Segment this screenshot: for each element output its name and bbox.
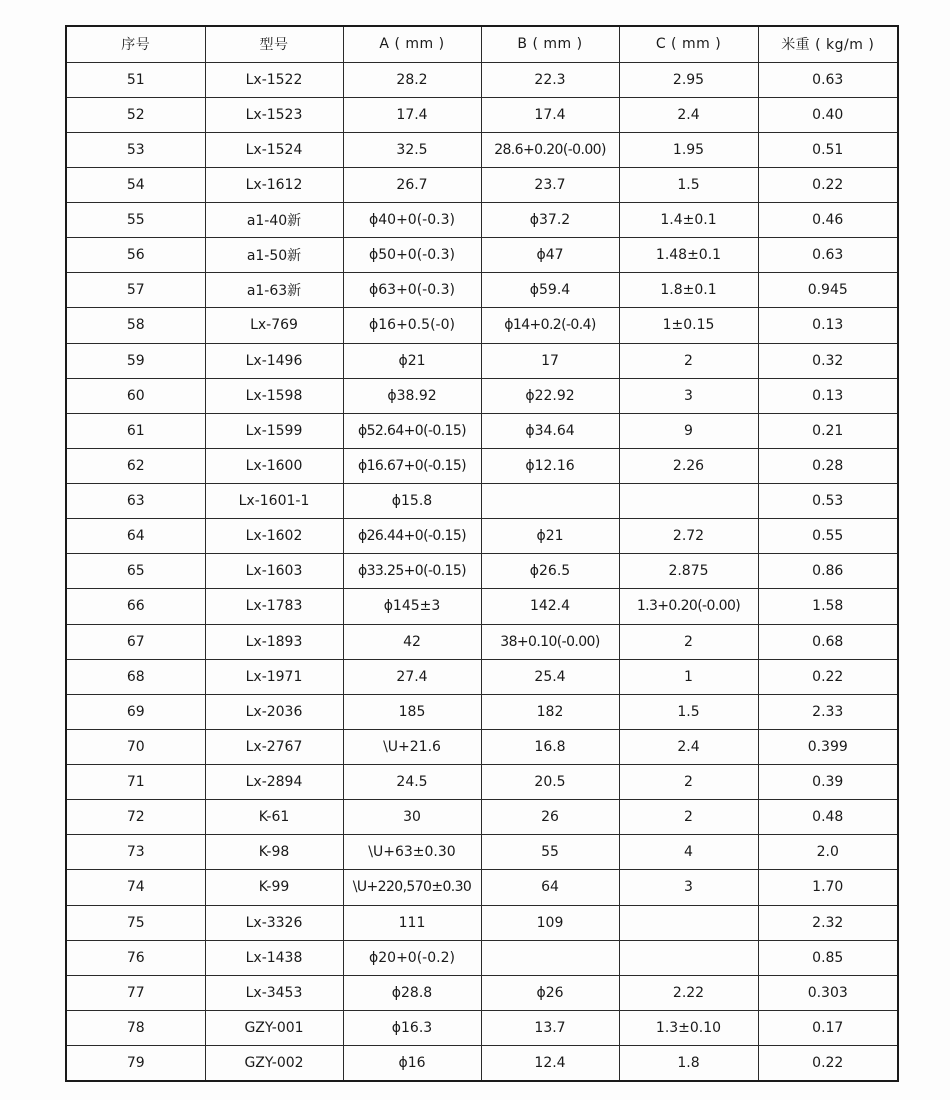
cell-c: 1±0.15 <box>619 308 758 343</box>
cell-b: 28.6+0.20(-0.00) <box>481 132 619 167</box>
cell-weight: 0.68 <box>758 624 898 659</box>
cell-weight: 0.39 <box>758 765 898 800</box>
cell-a: ϕ16 <box>343 1046 481 1081</box>
cell-no: 59 <box>66 343 205 378</box>
cell-c: 1.48±0.1 <box>619 238 758 273</box>
cell-c: 2.72 <box>619 519 758 554</box>
cell-a: ϕ145±3 <box>343 589 481 624</box>
cell-b: ϕ26 <box>481 975 619 1010</box>
cell-model: Lx-2767 <box>205 729 343 764</box>
cell-weight: 0.63 <box>758 238 898 273</box>
cell-b: 13.7 <box>481 1010 619 1045</box>
table-header-row <box>66 26 898 62</box>
cell-c: 2 <box>619 343 758 378</box>
table-row <box>66 448 898 483</box>
cell-no: 70 <box>66 729 205 764</box>
cell-a: \U+220,570±0.30 <box>343 870 481 905</box>
cell-c: 1.3±0.10 <box>619 1010 758 1045</box>
cell-weight: 0.51 <box>758 132 898 167</box>
cell-b <box>481 940 619 975</box>
cell-model: Lx-2894 <box>205 765 343 800</box>
cell-a: 42 <box>343 624 481 659</box>
table-row <box>66 413 898 448</box>
cell-weight: 0.21 <box>758 413 898 448</box>
cell-b: 17 <box>481 343 619 378</box>
header-no: 序号 <box>66 26 205 62</box>
cell-b: 109 <box>481 905 619 940</box>
cell-c: 1.3+0.20(-0.00) <box>619 589 758 624</box>
cell-c: 9 <box>619 413 758 448</box>
cell-no: 52 <box>66 97 205 132</box>
cell-c: 1.5 <box>619 167 758 202</box>
cell-b: 55 <box>481 835 619 870</box>
cell-model: Lx-1524 <box>205 132 343 167</box>
cell-no: 56 <box>66 238 205 273</box>
table-row <box>66 273 898 308</box>
table-row <box>66 97 898 132</box>
cell-weight: 0.22 <box>758 659 898 694</box>
cell-b: ϕ47 <box>481 238 619 273</box>
cell-model: Lx-1601-1 <box>205 484 343 519</box>
cell-a: 17.4 <box>343 97 481 132</box>
cell-c: 1.8±0.1 <box>619 273 758 308</box>
cell-weight: 0.28 <box>758 448 898 483</box>
table-row <box>66 308 898 343</box>
cell-b: 25.4 <box>481 659 619 694</box>
cell-b: 64 <box>481 870 619 905</box>
header-model: 型号 <box>205 26 343 62</box>
cell-model: Lx-1602 <box>205 519 343 554</box>
cell-no: 79 <box>66 1046 205 1081</box>
table-body <box>66 62 898 1081</box>
cell-no: 73 <box>66 835 205 870</box>
cell-b: ϕ59.4 <box>481 273 619 308</box>
table-row <box>66 484 898 519</box>
cell-b: ϕ14+0.2(-0.4) <box>481 308 619 343</box>
cell-no: 60 <box>66 378 205 413</box>
cell-c: 1.5 <box>619 694 758 729</box>
cell-a: 32.5 <box>343 132 481 167</box>
table-row <box>66 167 898 202</box>
cell-c: 2.875 <box>619 554 758 589</box>
cell-c: 2.95 <box>619 62 758 97</box>
cell-weight: 0.945 <box>758 273 898 308</box>
cell-model: Lx-1600 <box>205 448 343 483</box>
cell-a: ϕ20+0(-0.2) <box>343 940 481 975</box>
cell-weight: 0.13 <box>758 378 898 413</box>
cell-a: 111 <box>343 905 481 940</box>
table-row <box>66 343 898 378</box>
cell-c <box>619 905 758 940</box>
cell-a: ϕ38.92 <box>343 378 481 413</box>
cell-weight: 1.70 <box>758 870 898 905</box>
cell-model: Lx-3326 <box>205 905 343 940</box>
cell-model: Lx-3453 <box>205 975 343 1010</box>
cell-b: 182 <box>481 694 619 729</box>
cell-a: ϕ33.25+0(-0.15) <box>343 554 481 589</box>
cell-b: 142.4 <box>481 589 619 624</box>
cell-weight: 0.32 <box>758 343 898 378</box>
cell-c: 2 <box>619 624 758 659</box>
cell-weight: 0.399 <box>758 729 898 764</box>
cell-no: 74 <box>66 870 205 905</box>
cell-no: 77 <box>66 975 205 1010</box>
cell-a: ϕ16.3 <box>343 1010 481 1045</box>
cell-a: 185 <box>343 694 481 729</box>
cell-a: 30 <box>343 800 481 835</box>
cell-model: Lx-1522 <box>205 62 343 97</box>
cell-c: 2.4 <box>619 97 758 132</box>
cell-weight: 2.32 <box>758 905 898 940</box>
cell-model: Lx-1603 <box>205 554 343 589</box>
cell-weight: 0.55 <box>758 519 898 554</box>
table-row <box>66 132 898 167</box>
cell-a: ϕ50+0(-0.3) <box>343 238 481 273</box>
cell-no: 68 <box>66 659 205 694</box>
cell-c: 2.22 <box>619 975 758 1010</box>
cell-weight: 0.53 <box>758 484 898 519</box>
cell-model: Lx-1612 <box>205 167 343 202</box>
table-row <box>66 519 898 554</box>
cell-model: Lx-1438 <box>205 940 343 975</box>
header-b: B ( mm ) <box>481 26 619 62</box>
cell-b: ϕ21 <box>481 519 619 554</box>
header-c: C ( mm ) <box>619 26 758 62</box>
cell-c: 2.4 <box>619 729 758 764</box>
cell-a: ϕ40+0(-0.3) <box>343 203 481 238</box>
cell-weight: 0.63 <box>758 62 898 97</box>
cell-c: 1.8 <box>619 1046 758 1081</box>
cell-no: 72 <box>66 800 205 835</box>
cell-b: 22.3 <box>481 62 619 97</box>
cell-weight: 0.46 <box>758 203 898 238</box>
cell-c: 2 <box>619 800 758 835</box>
cell-no: 69 <box>66 694 205 729</box>
cell-a: 27.4 <box>343 659 481 694</box>
cell-a: ϕ16+0.5(-0) <box>343 308 481 343</box>
cell-no: 62 <box>66 448 205 483</box>
cell-b: 26 <box>481 800 619 835</box>
cell-no: 64 <box>66 519 205 554</box>
cell-a: 24.5 <box>343 765 481 800</box>
cell-c: 1 <box>619 659 758 694</box>
cell-b: ϕ26.5 <box>481 554 619 589</box>
cell-model: GZY-002 <box>205 1046 343 1081</box>
table-row <box>66 203 898 238</box>
cell-no: 66 <box>66 589 205 624</box>
cell-weight: 0.86 <box>758 554 898 589</box>
spec-table <box>65 25 899 1082</box>
table-row <box>66 378 898 413</box>
cell-b: 17.4 <box>481 97 619 132</box>
cell-a: ϕ15.8 <box>343 484 481 519</box>
cell-a: \U+21.6 <box>343 729 481 764</box>
cell-b: 38+0.10(-0.00) <box>481 624 619 659</box>
table-row <box>66 624 898 659</box>
table-row <box>66 975 898 1010</box>
cell-b: ϕ22.92 <box>481 378 619 413</box>
cell-b: ϕ34.64 <box>481 413 619 448</box>
cell-weight: 1.58 <box>758 589 898 624</box>
table-row <box>66 659 898 694</box>
table-row <box>66 62 898 97</box>
cell-weight: 0.17 <box>758 1010 898 1045</box>
cell-no: 76 <box>66 940 205 975</box>
cell-b: ϕ12.16 <box>481 448 619 483</box>
cell-weight: 2.33 <box>758 694 898 729</box>
cell-c: 2 <box>619 765 758 800</box>
table-row <box>66 940 898 975</box>
table-row <box>66 835 898 870</box>
cell-model: a1-40新 <box>205 203 343 238</box>
cell-a: \U+63±0.30 <box>343 835 481 870</box>
header-a: A ( mm ) <box>343 26 481 62</box>
cell-c: 1.4±0.1 <box>619 203 758 238</box>
cell-no: 75 <box>66 905 205 940</box>
cell-no: 54 <box>66 167 205 202</box>
cell-no: 67 <box>66 624 205 659</box>
cell-a: 28.2 <box>343 62 481 97</box>
cell-a: ϕ52.64+0(-0.15) <box>343 413 481 448</box>
cell-c <box>619 484 758 519</box>
cell-b <box>481 484 619 519</box>
cell-model: Lx-1598 <box>205 378 343 413</box>
cell-weight: 2.0 <box>758 835 898 870</box>
cell-no: 63 <box>66 484 205 519</box>
cell-no: 53 <box>66 132 205 167</box>
header-weight: 米重 ( kg/m ) <box>758 26 898 62</box>
cell-no: 61 <box>66 413 205 448</box>
cell-no: 65 <box>66 554 205 589</box>
cell-model: GZY-001 <box>205 1010 343 1045</box>
cell-model: Lx-769 <box>205 308 343 343</box>
cell-c: 3 <box>619 870 758 905</box>
cell-weight: 0.13 <box>758 308 898 343</box>
cell-model: Lx-2036 <box>205 694 343 729</box>
cell-c: 3 <box>619 378 758 413</box>
cell-model: Lx-1599 <box>205 413 343 448</box>
cell-a: ϕ28.8 <box>343 975 481 1010</box>
cell-model: Lx-1783 <box>205 589 343 624</box>
table-row <box>66 589 898 624</box>
cell-model: a1-50新 <box>205 238 343 273</box>
cell-model: K-98 <box>205 835 343 870</box>
cell-no: 58 <box>66 308 205 343</box>
cell-weight: 0.40 <box>758 97 898 132</box>
cell-model: Lx-1523 <box>205 97 343 132</box>
cell-b: 16.8 <box>481 729 619 764</box>
table-row <box>66 870 898 905</box>
cell-model: K-61 <box>205 800 343 835</box>
cell-weight: 0.48 <box>758 800 898 835</box>
table-row <box>66 694 898 729</box>
table-row <box>66 554 898 589</box>
cell-b: 12.4 <box>481 1046 619 1081</box>
table-row <box>66 1046 898 1081</box>
cell-no: 71 <box>66 765 205 800</box>
cell-c: 4 <box>619 835 758 870</box>
cell-c: 1.95 <box>619 132 758 167</box>
table-row <box>66 1010 898 1045</box>
cell-a: ϕ21 <box>343 343 481 378</box>
cell-c: 2.26 <box>619 448 758 483</box>
table-row <box>66 729 898 764</box>
table-row <box>66 765 898 800</box>
table-row <box>66 800 898 835</box>
cell-b: 20.5 <box>481 765 619 800</box>
cell-b: ϕ37.2 <box>481 203 619 238</box>
cell-no: 57 <box>66 273 205 308</box>
cell-a: ϕ63+0(-0.3) <box>343 273 481 308</box>
cell-weight: 0.303 <box>758 975 898 1010</box>
cell-a: ϕ26.44+0(-0.15) <box>343 519 481 554</box>
cell-model: K-99 <box>205 870 343 905</box>
cell-model: Lx-1971 <box>205 659 343 694</box>
cell-no: 55 <box>66 203 205 238</box>
cell-weight: 0.85 <box>758 940 898 975</box>
cell-c <box>619 940 758 975</box>
cell-no: 78 <box>66 1010 205 1045</box>
table-row <box>66 238 898 273</box>
cell-a: ϕ16.67+0(-0.15) <box>343 448 481 483</box>
table-row <box>66 905 898 940</box>
cell-a: 26.7 <box>343 167 481 202</box>
cell-model: a1-63新 <box>205 273 343 308</box>
cell-no: 51 <box>66 62 205 97</box>
cell-model: Lx-1893 <box>205 624 343 659</box>
cell-model: Lx-1496 <box>205 343 343 378</box>
cell-b: 23.7 <box>481 167 619 202</box>
cell-weight: 0.22 <box>758 1046 898 1081</box>
cell-weight: 0.22 <box>758 167 898 202</box>
